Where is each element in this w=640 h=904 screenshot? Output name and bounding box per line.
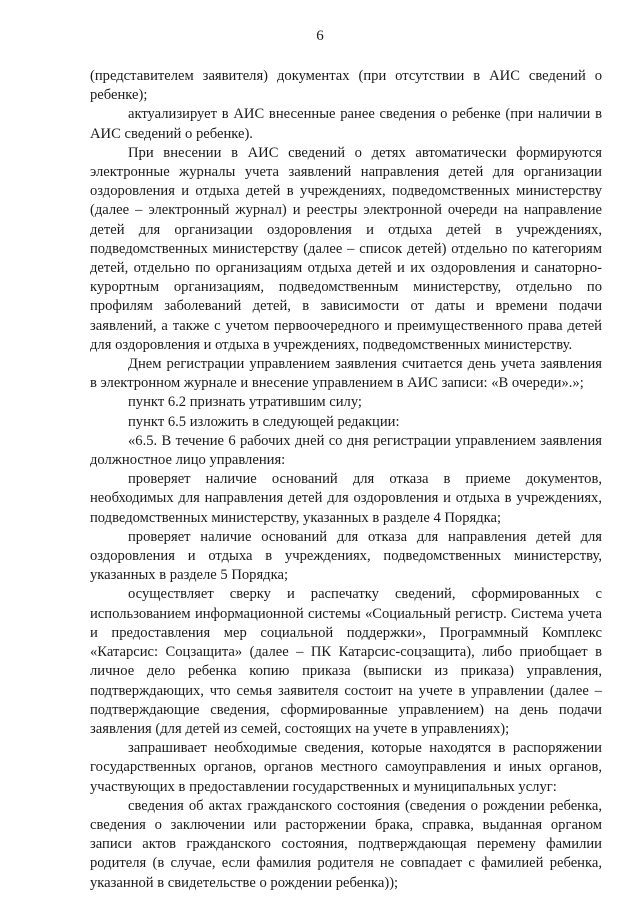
page-number: 6 [316,28,324,44]
paragraph: пункт 6.2 признать утратившим силу; [128,394,362,411]
paragraph: проверяет наличие оснований для отказа в приеме документов, необходимых для направления детей для оздоровления и отдыха в учреждениях, подведомственных министерству, указанных в разделе 4 Порядка; [90,471,602,526]
paragraph: При внесении в АИС сведений о детях автоматически формируются электронные журналы учета заявлений направления детей для организации оздоровления и отдыха детей в учреждениях, подведомственных министерству (далее – электронный журнал) и реестры электронной очереди на направление детей для организации оздоровления и отдыха детей в учреждениях, подведомственных министерству (далее – список детей) отдельно по категориям детей, отдельно по организациям отдыха детей и их оздоровления и санаторно-курортным организациям, подведомственным министерству, отдельно по профилям заболеваний детей, в зависимости от даты и времени подачи заявлений, а также с учетом первоочередного и преимущественного права детей для оздоровления и отдыха в учреждениях, подведомственных министерству. [90,144,602,353]
paragraph: осуществляет сверку и распечатку сведений, сформированных с использованием информационной системы «Социальный регистр. Система учета и предоставления мер социальной поддержки», Программный Комплекс «Катарсис: Соцзащита» (далее – ПК Катарсис-соцзащита), либо приобщает в личное дело ребенка копию приказа (выписки из приказа) управления, подтверждающих, что семья заявителя состоит на учете в управлении (далее – подтверждающие сведения, сформированные управлением) на день подачи заявления (для детей из семей, состоящих на учете в управлениях); [90,586,602,737]
paragraph: актуализирует в АИС внесенные ранее сведения о ребенке (при наличии в АИС сведений о ребенке). [90,106,602,142]
paragraph: сведения об актах гражданского состояния (сведения о рождении ребенка, сведения о заключении или расторжении брака, справка, выданная органом записи актов гражданского состояния, подтверждающая перемену фамилии родителя (в случае, если фамилия родителя не совпадает с фамилией ребенка, указанной в свидетельстве о рождении ребенка)); [90,797,602,891]
paragraph: проверяет наличие оснований для отказа для направления детей для оздоровления и отдыха в учреждениях, подведомственных министерству, указанных в разделе 5 Порядка; [90,528,602,584]
paragraph: Днем регистрации управлением заявления считается день учета заявления в электронном журнале и внесение управлением в АИС записи: «В очереди».»; [90,356,602,392]
paragraph: запрашивает необходимые сведения, которые находятся в распоряжении государственных органов, органов местного самоуправления и иных органов, участвующих в предоставлении государственных и муниципальных услуг: [90,740,602,795]
paragraph: пункт 6.5 изложить в следующей редакции: [128,413,400,430]
document-body [90,67,602,893]
paragraph: «6.5. В течение 6 рабочих дней со дня регистрации управлением заявления должностное лицо управления: [90,432,602,469]
paragraph-continuation: (представителем заявителя) документах (при отсутствии в АИС сведений о ребенке); [90,68,602,104]
